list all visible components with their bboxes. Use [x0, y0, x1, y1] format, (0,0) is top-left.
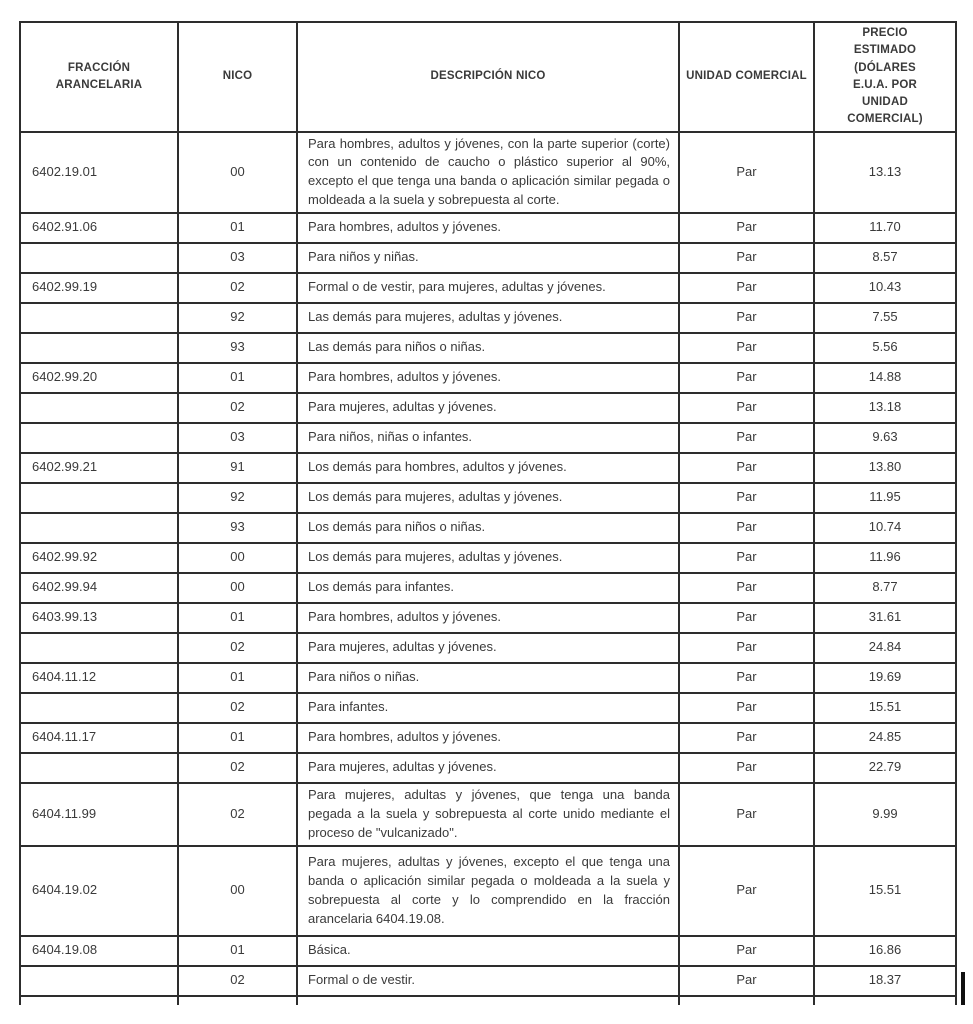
cell-descripcion-nico: Para hombres, adultos y jóvenes.: [297, 213, 679, 243]
cell-descripcion-nico: Los demás para hombres, adultos y jóvenes.: [297, 453, 679, 483]
table-row: [20, 453, 956, 483]
table-row: [20, 966, 956, 996]
tariff-price-table: [19, 21, 957, 1005]
cell-unidad-partial: [679, 996, 814, 1005]
cell-unidad-comercial: Par: [679, 363, 814, 393]
cell-descripcion-nico: Para mujeres, adultas y jóvenes.: [297, 633, 679, 663]
cell-fraccion-arancelaria: 6402.99.20: [20, 363, 178, 393]
table-row: [20, 333, 956, 363]
cell-precio-estimado: 9.63: [814, 423, 956, 453]
cell-nico: 02: [178, 966, 297, 996]
cell-precio-estimado: 18.37: [814, 966, 956, 996]
cell-nico: 03: [178, 243, 297, 273]
cell-descripcion-nico: Para hombres, adultos y jóvenes.: [297, 723, 679, 753]
cell-fraccion-arancelaria: 6402.99.92: [20, 543, 178, 573]
cell-fraccion-arancelaria: [20, 753, 178, 783]
cell-nico: 02: [178, 633, 297, 663]
cell-precio-estimado: 13.13: [814, 132, 956, 213]
cell-unidad-comercial: Par: [679, 846, 814, 936]
cell-descripcion-nico: Para niños, niñas o infantes.: [297, 423, 679, 453]
table-row: [20, 483, 956, 513]
cell-nico: 00: [178, 543, 297, 573]
cell-nico: 00: [178, 846, 297, 936]
cell-nico: 01: [178, 723, 297, 753]
table-header: [20, 22, 956, 132]
table-row: [20, 423, 956, 453]
cell-fraccion-arancelaria: [20, 693, 178, 723]
cell-descripcion-nico: Formal o de vestir.: [297, 966, 679, 996]
cell-fraccion-arancelaria: [20, 333, 178, 363]
cell-descripcion-nico: Las demás para mujeres, adultas y jóvenes.: [297, 303, 679, 333]
table-row: [20, 543, 956, 573]
cell-precio-estimado: 19.69: [814, 663, 956, 693]
cell-precio-estimado: 5.56: [814, 333, 956, 363]
cell-precio-estimado: 8.77: [814, 573, 956, 603]
table-row-partial-cutoff: [20, 996, 956, 1005]
cell-fraccion-arancelaria: 6402.19.01: [20, 132, 178, 213]
cell-nico: 02: [178, 273, 297, 303]
cell-nico: 01: [178, 213, 297, 243]
cell-unidad-comercial: Par: [679, 633, 814, 663]
table-row: [20, 573, 956, 603]
cell-precio-estimado: 24.84: [814, 633, 956, 663]
cell-unidad-comercial: Par: [679, 753, 814, 783]
table-row: [20, 693, 956, 723]
cell-fraccion-arancelaria: 6402.99.94: [20, 573, 178, 603]
cell-precio-estimado: 24.85: [814, 723, 956, 753]
cell-precio-estimado: 9.99: [814, 783, 956, 846]
cell-precio-estimado: 11.96: [814, 543, 956, 573]
cell-nico: 03: [178, 423, 297, 453]
cell-unidad-comercial: Par: [679, 543, 814, 573]
cell-fraccion-arancelaria: 6404.11.17: [20, 723, 178, 753]
cell-precio-estimado: 11.95: [814, 483, 956, 513]
cell-nico: 93: [178, 513, 297, 543]
cell-nico: 00: [178, 573, 297, 603]
cell-unidad-comercial: Par: [679, 423, 814, 453]
cell-nico: 02: [178, 693, 297, 723]
cell-precio-estimado: 8.57: [814, 243, 956, 273]
column-header-descripcion-nico: DESCRIPCIÓN NICO: [297, 22, 679, 132]
cell-unidad-comercial: Par: [679, 966, 814, 996]
table-row: [20, 753, 956, 783]
cell-precio-estimado: 15.51: [814, 846, 956, 936]
table-row: [20, 936, 956, 966]
cell-fraccion-arancelaria: 6402.91.06: [20, 213, 178, 243]
column-header-fraccion-arancelaria: FRACCIÓN ARANCELARIA: [20, 22, 178, 132]
cell-descripcion-nico: Para mujeres, adultas y jóvenes.: [297, 753, 679, 783]
cell-descripcion-nico: Para hombres, adultos y jóvenes.: [297, 363, 679, 393]
cell-precio-estimado: 13.18: [814, 393, 956, 423]
cell-fraccion-arancelaria: [20, 423, 178, 453]
cell-descripcion-nico: Los demás para mujeres, adultas y jóvenes.: [297, 483, 679, 513]
table-row: [20, 846, 956, 936]
cell-nico: 01: [178, 363, 297, 393]
cell-unidad-comercial: Par: [679, 483, 814, 513]
table-row: [20, 513, 956, 543]
table-body: [20, 132, 956, 996]
cell-descripcion-nico: Para mujeres, adultas y jóvenes.: [297, 393, 679, 423]
cell-unidad-comercial: Par: [679, 573, 814, 603]
cell-descripcion-nico: Para niños o niñas.: [297, 663, 679, 693]
cell-fraccion-arancelaria: 6404.19.08: [20, 936, 178, 966]
cell-descripcion-nico: Para hombres, adultos y jóvenes.: [297, 603, 679, 633]
cell-descripcion-nico: Para infantes.: [297, 693, 679, 723]
cell-fraccion-arancelaria: 6402.99.21: [20, 453, 178, 483]
cell-fraccion-arancelaria: [20, 513, 178, 543]
cell-nico: 92: [178, 303, 297, 333]
cell-fraccion-arancelaria: 6404.11.99: [20, 783, 178, 846]
cell-descripcion-nico: Los demás para infantes.: [297, 573, 679, 603]
cell-descripcion-nico: Para niños y niñas.: [297, 243, 679, 273]
cell-fraccion-arancelaria: 6404.19.02: [20, 846, 178, 936]
cell-precio-estimado: 13.80: [814, 453, 956, 483]
cell-fraccion-arancelaria: 6402.99.19: [20, 273, 178, 303]
cell-nico: 00: [178, 132, 297, 213]
table-header-row: [20, 22, 956, 132]
cell-unidad-comercial: Par: [679, 693, 814, 723]
table-row: [20, 723, 956, 753]
cell-nico: 01: [178, 603, 297, 633]
cell-unidad-comercial: Par: [679, 213, 814, 243]
cell-unidad-comercial: Par: [679, 663, 814, 693]
cell-precio-estimado: 11.70: [814, 213, 956, 243]
cell-unidad-comercial: Par: [679, 453, 814, 483]
cell-fraccion-arancelaria: [20, 393, 178, 423]
cell-fraccion-arancelaria: 6403.99.13: [20, 603, 178, 633]
cell-fraccion-arancelaria: 6404.11.12: [20, 663, 178, 693]
cell-precio-estimado: 10.43: [814, 273, 956, 303]
column-header-nico: NICO: [178, 22, 297, 132]
cell-unidad-comercial: Par: [679, 243, 814, 273]
table-row: [20, 273, 956, 303]
cell-descripcion-nico: Para hombres, adultos y jóvenes, con la parte superior (corte) con un contenido de caucho o plástico superior al 90%, excepto el que tenga una banda o aplicación similar pegada o moldeada a la suela y sobrepuesta al corte.: [297, 132, 679, 213]
cell-unidad-comercial: Par: [679, 513, 814, 543]
cell-nico: 02: [178, 393, 297, 423]
cell-precio-estimado: 7.55: [814, 303, 956, 333]
table-row: [20, 393, 956, 423]
cell-precio-estimado: 31.61: [814, 603, 956, 633]
cell-fraccion-arancelaria: [20, 483, 178, 513]
cell-descripcion-nico: Formal o de vestir, para mujeres, adultas y jóvenes.: [297, 273, 679, 303]
cell-nico: 01: [178, 936, 297, 966]
table-row: [20, 663, 956, 693]
table-row: [20, 132, 956, 213]
cell-fraccion-partial: [20, 996, 178, 1005]
cell-unidad-comercial: Par: [679, 333, 814, 363]
table-row: [20, 633, 956, 663]
cell-fraccion-arancelaria: [20, 966, 178, 996]
cell-unidad-comercial: Par: [679, 603, 814, 633]
cell-descripcion-nico: Para mujeres, adultas y jóvenes, que tenga una banda pegada a la suela y sobrepuesta al corte unido mediante el proceso de "vulcanizado".: [297, 783, 679, 846]
table-row: [20, 213, 956, 243]
cell-nico: 02: [178, 783, 297, 846]
cell-precio-partial: [814, 996, 956, 1005]
cell-nico: 93: [178, 333, 297, 363]
column-header-precio-estimado: [814, 22, 956, 132]
cell-descripcion-nico: Los demás para mujeres, adultas y jóvenes.: [297, 543, 679, 573]
cell-fraccion-arancelaria: [20, 633, 178, 663]
cell-unidad-comercial: Par: [679, 393, 814, 423]
cell-nico: 02: [178, 753, 297, 783]
cell-descripcion-nico: Básica.: [297, 936, 679, 966]
cell-fraccion-arancelaria: [20, 303, 178, 333]
cell-unidad-comercial: Par: [679, 273, 814, 303]
cell-unidad-comercial: Par: [679, 783, 814, 846]
cell-precio-estimado: 15.51: [814, 693, 956, 723]
table-row: [20, 783, 956, 846]
cell-nico: 91: [178, 453, 297, 483]
cell-descripcion-partial: [297, 996, 679, 1005]
cell-descripcion-nico: Los demás para niños o niñas.: [297, 513, 679, 543]
column-header-precio-estimado-text: PRECIO ESTIMADO (DÓLARES E.U.A. POR UNIDAD COMERCIAL): [847, 27, 923, 126]
table-row: [20, 363, 956, 393]
table-row: [20, 603, 956, 633]
cell-precio-estimado: 16.86: [814, 936, 956, 966]
cell-descripcion-nico: Para mujeres, adultas y jóvenes, excepto el que tenga una banda o aplicación similar pegada o moldeada a la suela y sobrepuesta al corte y lo comprendido en la fracción arancelaria 6404.19.08.: [297, 846, 679, 936]
cell-fraccion-arancelaria: [20, 243, 178, 273]
cell-nico-partial: [178, 996, 297, 1005]
text-cursor-mark: [961, 972, 965, 1005]
cell-unidad-comercial: Par: [679, 132, 814, 213]
cell-descripcion-nico: Las demás para niños o niñas.: [297, 333, 679, 363]
cell-precio-estimado: 14.88: [814, 363, 956, 393]
cell-precio-estimado: 10.74: [814, 513, 956, 543]
table-row: [20, 303, 956, 333]
cell-unidad-comercial: Par: [679, 303, 814, 333]
cell-unidad-comercial: Par: [679, 936, 814, 966]
table-partial-row-container: [20, 996, 956, 1005]
cell-nico: 92: [178, 483, 297, 513]
cell-unidad-comercial: Par: [679, 723, 814, 753]
cell-nico: 01: [178, 663, 297, 693]
table-row: [20, 243, 956, 273]
cell-precio-estimado: 22.79: [814, 753, 956, 783]
column-header-unidad-comercial: UNIDAD COMERCIAL: [679, 22, 814, 132]
